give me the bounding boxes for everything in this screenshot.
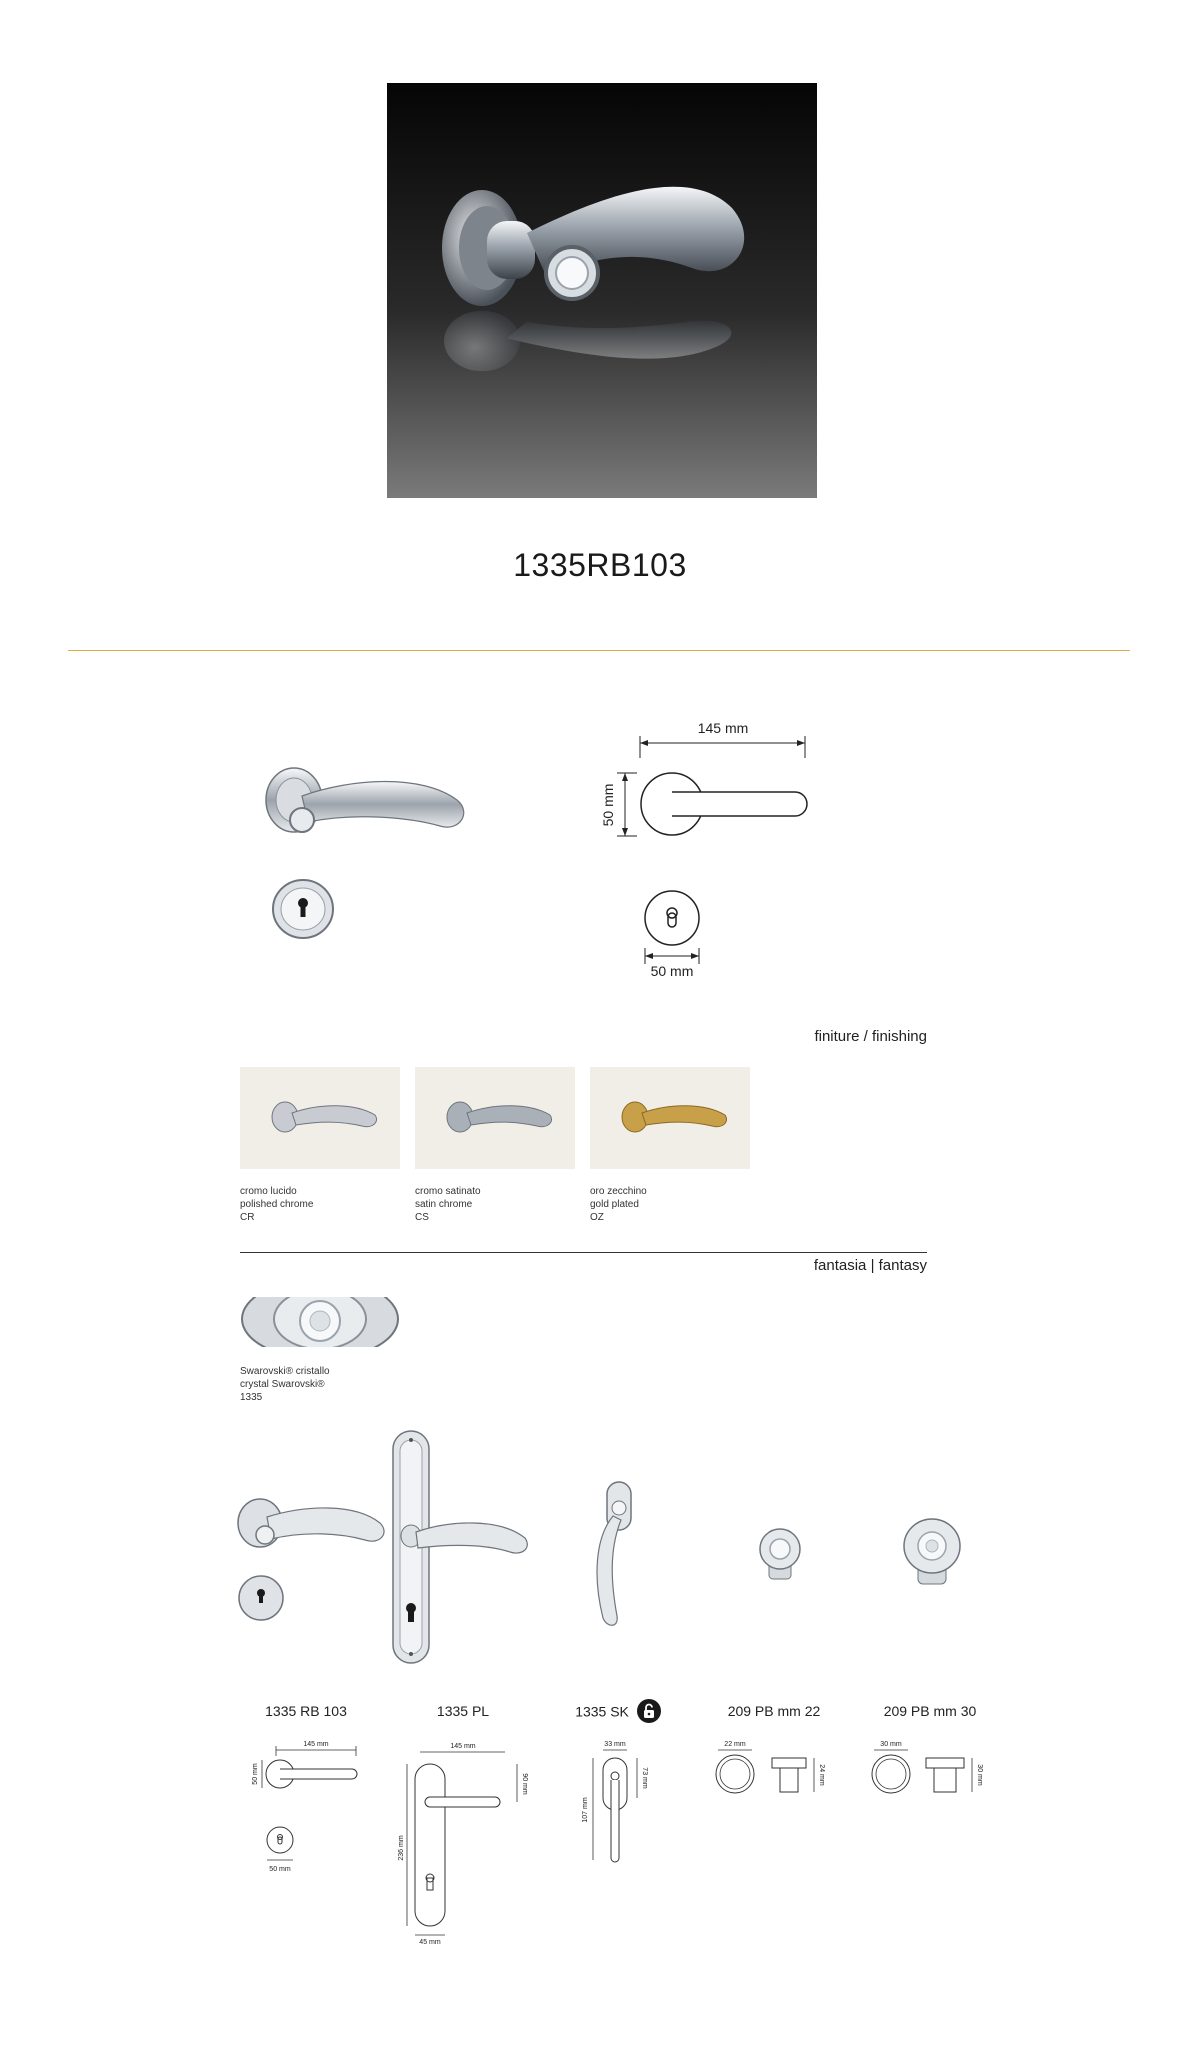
product-code-title: 1335RB103 bbox=[513, 547, 687, 583]
fantasy-caption: Swarovski® cristallo crystal Swarovski® 1335 bbox=[240, 1366, 330, 1403]
k22-height-label: 24 mm bbox=[818, 1764, 825, 1786]
tech-drawing-rb103 bbox=[248, 1740, 368, 1880]
rose-height-label: 50 mm bbox=[600, 783, 616, 827]
pl-bottom-width-label: 45 mm bbox=[419, 1939, 441, 1945]
hero-product-photo bbox=[387, 83, 817, 498]
k30-diameter-label: 30 mm bbox=[880, 1741, 902, 1748]
variant-pl-photo bbox=[390, 1428, 540, 1668]
rb-height-label: 50 mm bbox=[252, 1763, 259, 1785]
variant-label-k30: 209 PB mm 30 bbox=[883, 1703, 977, 1719]
variant-k22-photo bbox=[755, 1525, 805, 1585]
lock-icon bbox=[637, 1699, 661, 1723]
finish-caption-oz: oro zecchino gold plated OZ bbox=[590, 1186, 647, 1223]
pl-axis-height-label: 90 mm bbox=[521, 1773, 528, 1795]
finish-caption-cr: cromo lucido polished chrome CR bbox=[240, 1186, 314, 1223]
variant-label-rb103: 1335 RB 103 bbox=[265, 1703, 347, 1719]
variant-k30-photo bbox=[900, 1518, 964, 1588]
escutcheon-width-label: 50 mm bbox=[650, 963, 694, 979]
sk-upper-height-label: 73 mm bbox=[641, 1767, 648, 1789]
finish-swatch-cs bbox=[415, 1067, 575, 1169]
variant-label-sk bbox=[548, 1701, 688, 1725]
crystal-detail-photo bbox=[240, 1297, 400, 1347]
variant-sk-photo bbox=[585, 1478, 645, 1633]
sk-width-label: 33 mm bbox=[604, 1741, 626, 1748]
dimension-drawings bbox=[595, 718, 835, 988]
variant-rb103-photo bbox=[235, 1495, 395, 1625]
k30-height-label: 30 mm bbox=[976, 1764, 983, 1786]
handle-width-label: 145 mm bbox=[697, 720, 749, 736]
section-divider bbox=[68, 650, 1130, 651]
fantasy-divider bbox=[240, 1252, 927, 1253]
finishing-heading: finiture / finishing bbox=[814, 1028, 927, 1045]
pl-total-height-label: 236 mm bbox=[398, 1835, 405, 1861]
tech-drawing-k30 bbox=[868, 1740, 988, 1820]
finish-swatch-cr bbox=[240, 1067, 400, 1169]
pl-width-label: 145 mm bbox=[450, 1743, 476, 1750]
tech-drawing-k22 bbox=[712, 1740, 832, 1820]
rb-width-label: 145 mm bbox=[303, 1741, 329, 1748]
tech-drawing-pl bbox=[395, 1740, 535, 1945]
handle-rose-photo bbox=[262, 760, 482, 855]
variant-label-k22: 209 PB mm 22 bbox=[727, 1703, 821, 1719]
finish-swatch-oz bbox=[590, 1067, 750, 1169]
fantasy-heading: fantasia | fantasy bbox=[813, 1257, 927, 1274]
finish-caption-cs: cromo satinato satin chrome CS bbox=[415, 1186, 481, 1223]
k22-diameter-label: 22 mm bbox=[724, 1741, 746, 1748]
variant-label-sk-text: 1335 SK bbox=[575, 1703, 629, 1720]
sk-total-height-label: 107 mm bbox=[582, 1797, 589, 1823]
escutcheon-photo bbox=[270, 878, 340, 940]
tech-drawing-sk bbox=[575, 1740, 655, 1890]
rb-escutcheon-label: 50 mm bbox=[269, 1866, 291, 1873]
variant-label-pl: 1335 PL bbox=[436, 1703, 490, 1719]
